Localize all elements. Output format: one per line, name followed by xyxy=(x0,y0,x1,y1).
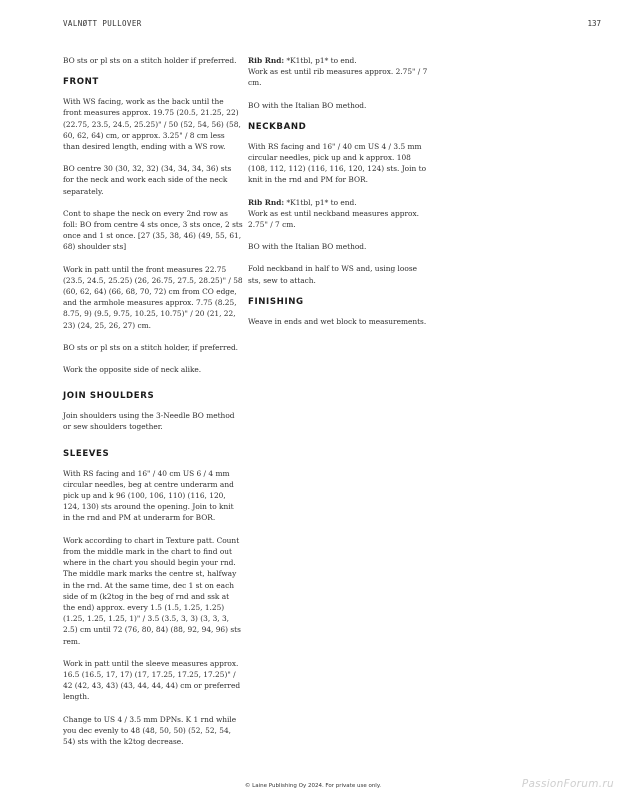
running-header-title: VALNØTT PULLOVER xyxy=(63,19,142,28)
rib-round-paragraph xyxy=(248,55,428,89)
front-paragraph-3: Cont to shape the neck on every 2nd row as foll: BO from centre 4 sts once, 3 sts once, 2 sts once and 1 st once. [27 (35, 38, 46) (49, 55, 61, 68) shoulder sts] xyxy=(63,208,243,252)
neckband-rib-paragraph xyxy=(248,197,428,231)
sleeves-section xyxy=(63,449,243,747)
finishing-section xyxy=(248,297,428,327)
neckband-bind-off: BO with the Italian BO method. xyxy=(248,242,367,252)
neckband-paragraph-1: With RS facing and 16" / 40 cm US 4 / 3.5 mm circular needles, pick up and k approx. 108 (108, 112, 112) (116, 116, 120, 124) sts. Join to knit in the rnd and PM for BOR. xyxy=(248,141,427,185)
page-number: 137 xyxy=(587,19,601,28)
front-paragraph-2: BO centre 30 (30, 32, 32) (34, 34, 34, 36) sts for the neck and work each side of the neck separately. xyxy=(63,164,232,196)
front-paragraph-4: Work in patt until the front measures 22.75 (23.5, 24.5, 25.25) (26, 26.75, 27.5, 28.25)" / 58 (60, 62, 64) (66, 68, 70, 72) cm from CO edge, and the armhole measures approx. 7.75 (8.25, 8.75, 9) (9.5, 9.75, 10.25, 10.75)" / 20 (21, 22, 23) (24, 25, 26, 27) cm. xyxy=(63,264,243,330)
front-paragraph-5: BO sts or pl sts on a stitch holder, if preferred. xyxy=(63,342,239,352)
front-heading: FRONT xyxy=(63,77,99,88)
finishing-paragraph: Weave in ends and wet block to measurements. xyxy=(248,316,427,326)
rib-round-label: Rib Rnd: xyxy=(248,56,285,65)
sleeves-heading: SLEEVES xyxy=(63,448,110,459)
front-paragraph-1: With WS facing, work as the back until the front measures approx. 19.75 (20.5, 21.25, 22) (22.75, 23.5, 24.5, 25.25)" / 50 (52, 54, 56) (58, 60, 62, 64) cm, or approx. 3.25" / 8 cm less than desired length, ending with a WS row. xyxy=(63,97,241,152)
intro-paragraph: BO sts or pl sts on a stitch holder if preferred. xyxy=(63,56,237,65)
sleeves-paragraph-2: Work according to chart in Texture patt. Count from the middle mark in the chart to find out where in the chart you should begin your rnd. The middle mark marks the centre st, halfway in the rnd. At the same time, dec 1 st on each side of m (k2tog in the beg of rnd and ssk at the end) approx. every 1.5 (1.5, 1.25, 1.25) (1.25, 1.25, 1.25, 1)" / 3.5 (3.5, 3, 3) (3, 3, 3, 2.5) cm until 72 (76, 80, 84) (88, 92, 94, 96) sts rem. xyxy=(63,535,241,646)
join-shoulders-section xyxy=(63,391,243,432)
neckband-fold: Fold neckband in half to WS and, using loose sts, sew to attach. xyxy=(248,264,417,285)
sleeves-paragraph-3: Work in patt until the sleeve measures approx. 16.5 (16.5, 17, 17) (17, 17.25, 17.25, 17.25)" / 42 (42, 43, 43) (43, 44, 44, 44) cm or preferred length. xyxy=(63,658,241,702)
rib-round-text: *K1tbl, p1* to end. xyxy=(284,56,357,65)
left-column xyxy=(63,55,243,763)
footer-copyright: © Laine Publishing Oy 2024. For private use only. xyxy=(244,783,382,789)
sleeves-paragraph-4: Change to US 4 / 3.5 mm DPNs. K 1 rnd while you dec evenly to 48 (48, 50, 50) (52, 52, 54, 54) sts with the k2tog decrease. xyxy=(63,714,237,746)
right-column xyxy=(248,55,428,343)
watermark: PassionForum.ru xyxy=(521,778,614,790)
neckband-heading: NECKBAND xyxy=(248,121,307,132)
bind-off-paragraph: BO with the Italian BO method. xyxy=(248,100,367,110)
neckband-rib-text: *K1tbl, p1* to end. xyxy=(284,197,357,207)
neckband-section xyxy=(248,122,428,286)
rib-round-continuation: Work as est until rib measures approx. 2.75" / 7 cm. xyxy=(248,67,428,88)
sleeves-paragraph-1: With RS facing and 16" / 40 cm US 6 / 4 mm circular needles, beg at centre underarm and pick up and k 96 (100, 106, 110) (116, 120, 124, 130) sts around the opening. Join to knit in the rnd and PM at underarm for BOR. xyxy=(63,468,234,523)
front-paragraph-6: Work the opposite side of neck alike. xyxy=(63,365,202,375)
join-shoulders-paragraph: Join shoulders using the 3-Needle BO method or sew shoulders together. xyxy=(63,411,235,432)
front-section xyxy=(63,77,243,375)
neckband-rib-continuation: Work as est until neckband measures approx. 2.75" / 7 cm. xyxy=(248,208,419,230)
finishing-heading: FINISHING xyxy=(248,296,304,307)
join-shoulders-heading: JOIN SHOULDERS xyxy=(63,391,155,402)
neckband-rib-label: Rib Rnd: xyxy=(248,197,285,207)
